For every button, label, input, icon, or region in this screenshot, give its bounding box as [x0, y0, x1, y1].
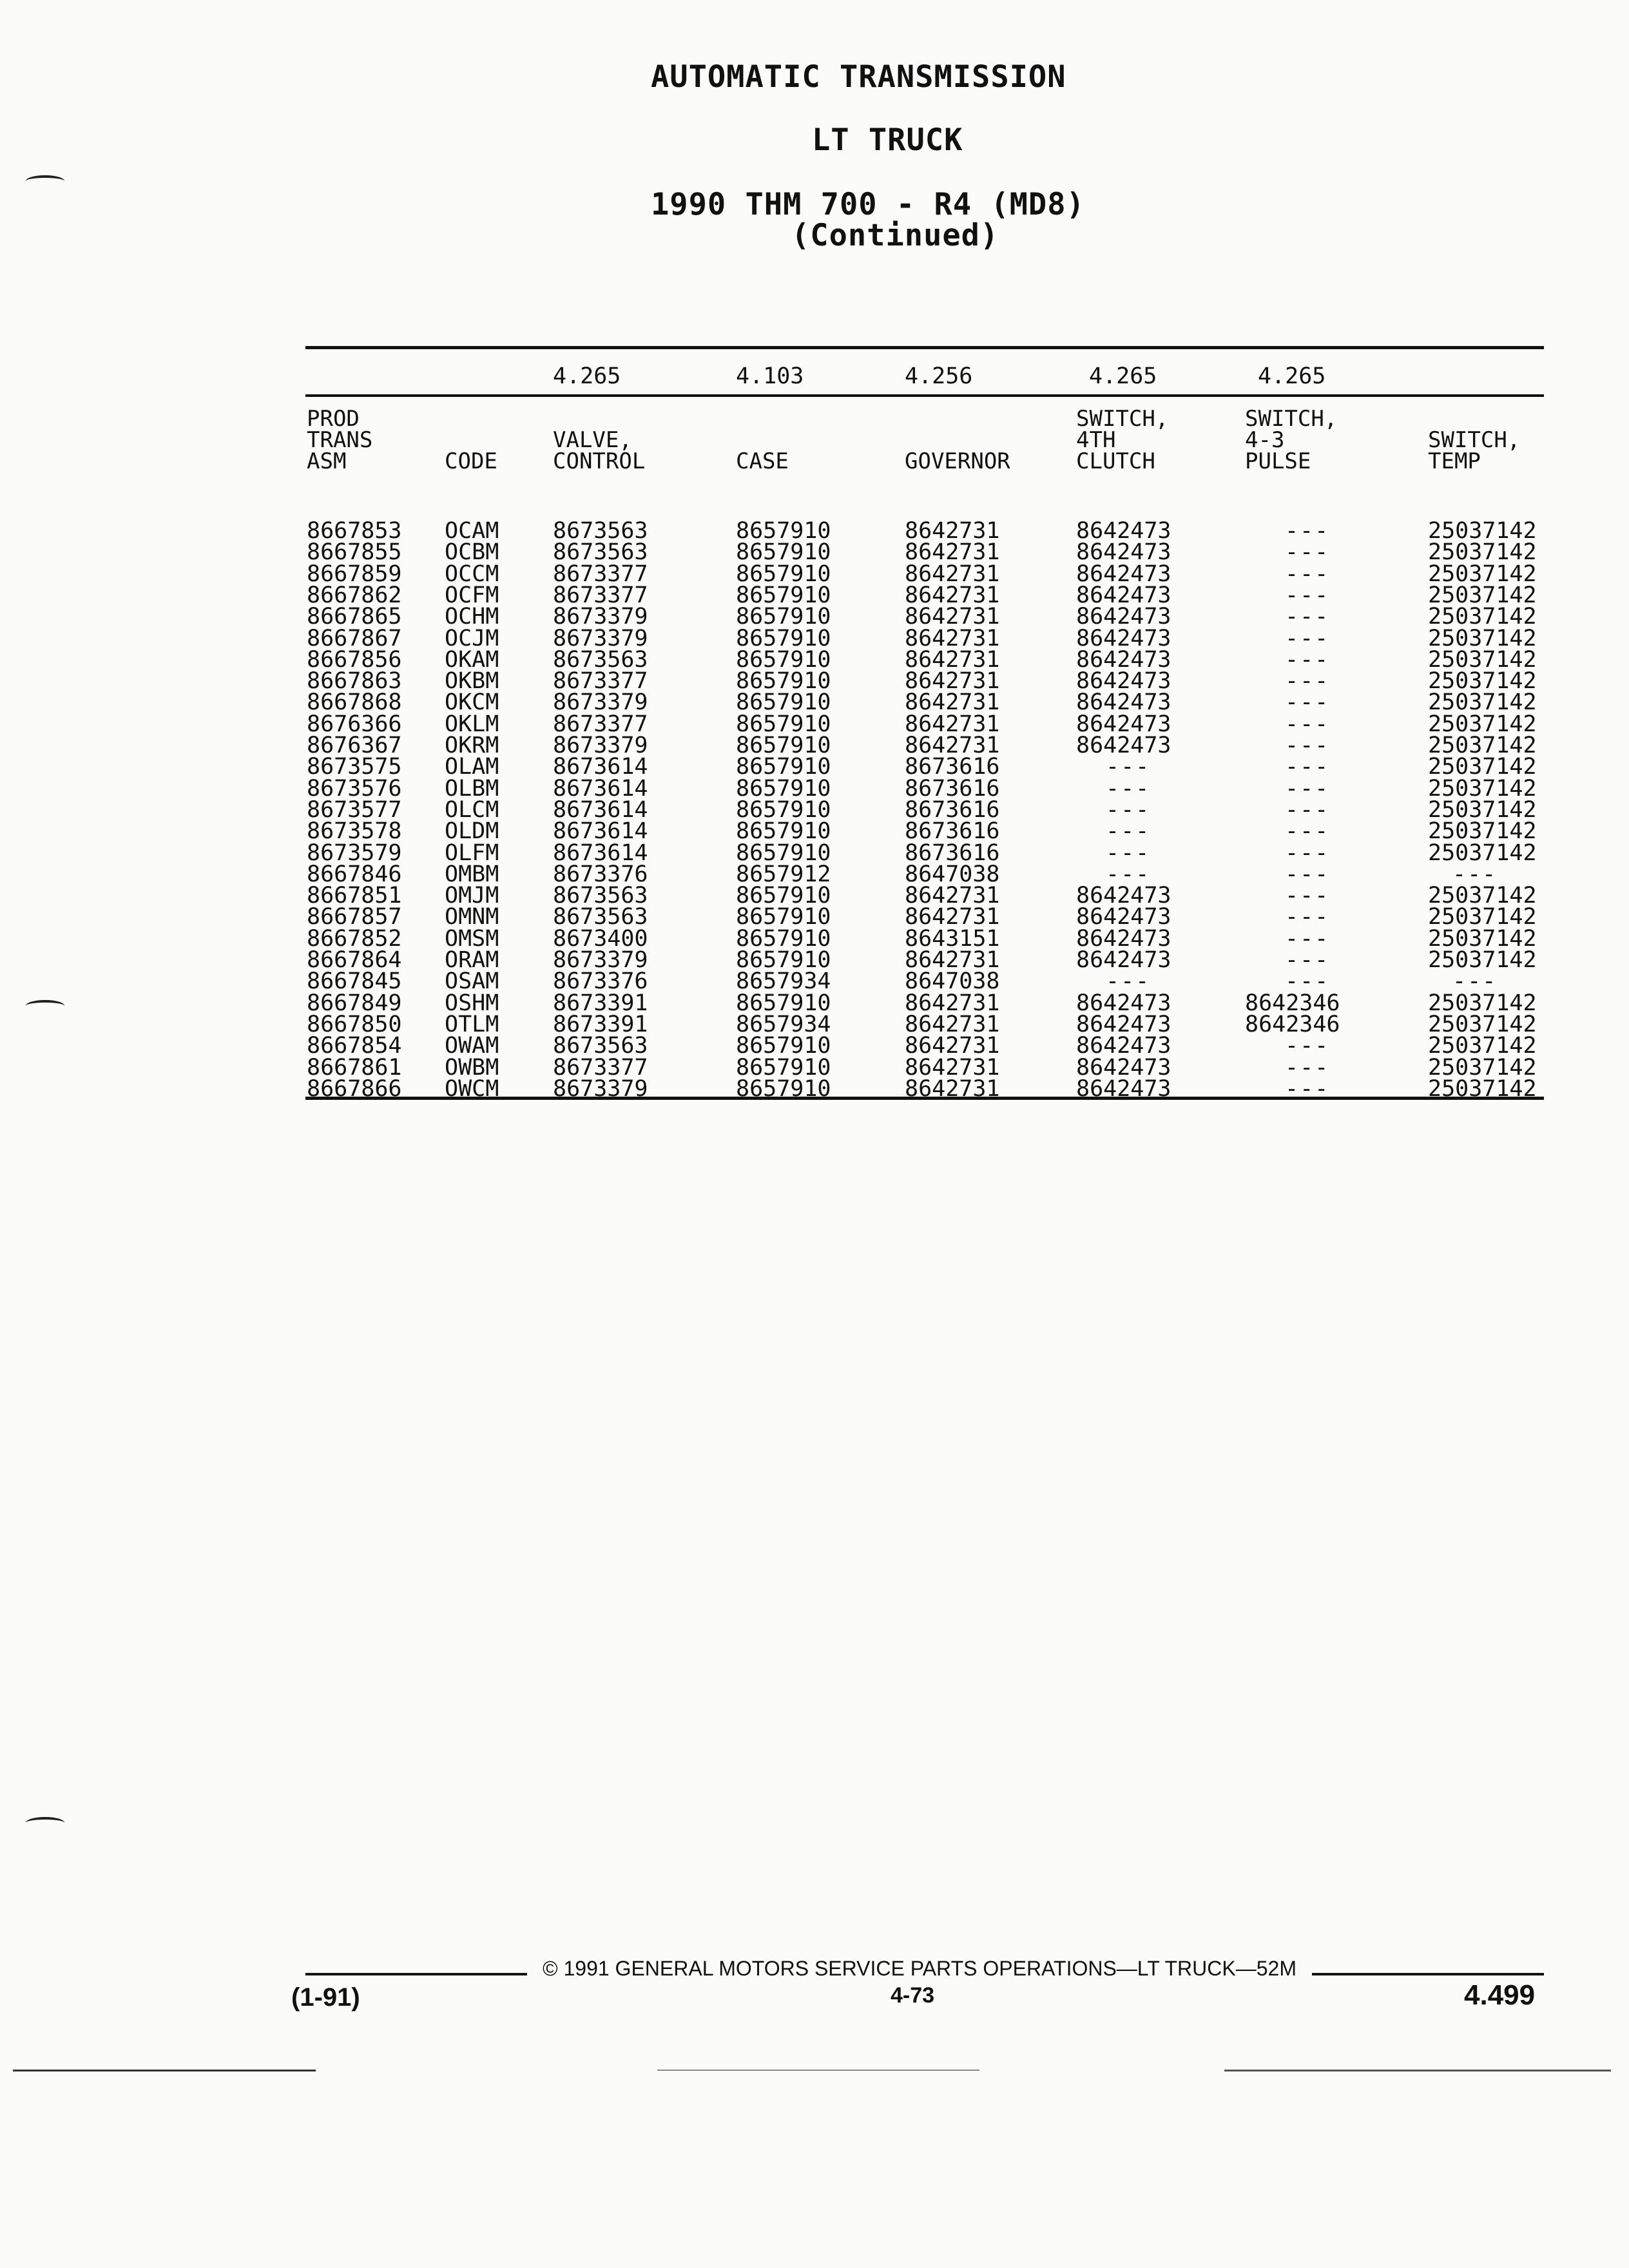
table-row-asm: 8667864 [307, 947, 402, 973]
page-title: AUTOMATIC TRANSMISSION [651, 59, 1066, 95]
table-cell: 8673391 [553, 1011, 648, 1037]
table-cell: --- [1285, 646, 1330, 673]
table-cell: 8673563 [553, 539, 648, 566]
table-cell: 8643151 [905, 925, 1000, 952]
table-cell: 8642473 [1076, 1054, 1171, 1081]
table-cell: 8657910 [736, 689, 831, 716]
table-cell: 25037142 [1428, 1054, 1537, 1081]
table-cell: --- [1106, 968, 1151, 995]
table-cell: OCHM [445, 604, 499, 630]
table-cell: 8642731 [905, 947, 1000, 973]
table-cell: OCAM [445, 518, 499, 544]
table-cell: --- [1285, 861, 1330, 887]
table-cell: OMNM [445, 904, 499, 930]
footer-date-code: (1-91) [291, 1983, 360, 2012]
table-cell: 8673379 [553, 733, 648, 758]
table-cell: --- [1452, 861, 1498, 887]
table-cell: OCCM [445, 561, 499, 587]
table-row-asm: 8667865 [307, 604, 402, 630]
table-row-asm: 8667854 [307, 1033, 402, 1059]
table-cell: --- [1106, 754, 1151, 780]
column-header: SWITCH, TEMP [1428, 427, 1521, 474]
table-cell: 8673614 [553, 775, 648, 802]
table-cell: --- [1285, 733, 1330, 758]
table-cell: OKAM [445, 646, 499, 673]
table-cell: 8642473 [1076, 604, 1171, 630]
table-cell: --- [1285, 1075, 1330, 1102]
table-cell: 8673377 [553, 582, 648, 608]
table-cell: 8673614 [553, 754, 648, 780]
table-cell: 8657910 [736, 646, 831, 673]
table-row-asm: 8667863 [307, 668, 402, 695]
table-row-asm: 8667868 [307, 689, 402, 716]
table-cell: 8657910 [736, 990, 831, 1016]
table-cell: 8642731 [905, 1033, 1000, 1059]
table-cell: 8642346 [1245, 990, 1340, 1016]
column-header: PROD TRANS ASM [307, 406, 373, 474]
table-cell: 8642731 [905, 625, 1000, 651]
table-cell: 8657910 [736, 733, 831, 758]
table-cell: 8642731 [905, 689, 1000, 716]
table-cell: ORAM [445, 947, 499, 973]
table-cell: 8642473 [1076, 711, 1171, 737]
table-cell: --- [1285, 561, 1330, 587]
table-cell: 25037142 [1428, 518, 1537, 544]
table-cell: 8657910 [736, 625, 831, 651]
table-cell: OWAM [445, 1033, 499, 1059]
table-cell: OMSM [445, 925, 499, 952]
table-cell: --- [1106, 796, 1151, 823]
table-cell: 8642731 [905, 883, 1000, 909]
table-cell: 8647038 [905, 968, 1000, 995]
table-cell: 8673616 [905, 818, 1000, 845]
table-cell: OCJM [445, 625, 499, 651]
table-cell: 8657910 [736, 711, 831, 737]
table-cell: 8642473 [1076, 561, 1171, 587]
table-cell: 8657910 [736, 925, 831, 952]
table-cell: 8673377 [553, 1054, 648, 1081]
table-cell: OLFM [445, 840, 499, 866]
table-cell: --- [1285, 668, 1330, 695]
table-cell: 8673379 [553, 604, 648, 630]
table-cell: --- [1106, 840, 1151, 866]
table-cell: 8642731 [905, 990, 1000, 1016]
table-cell: 8657910 [736, 539, 831, 566]
table-cell: 8642473 [1076, 646, 1171, 673]
page-subtitle: LT TRUCK [812, 122, 963, 158]
table-cell: 8673563 [553, 1033, 648, 1059]
table-cell: --- [1285, 925, 1330, 952]
table-cell: 8673614 [553, 840, 648, 866]
model-heading: 1990 THM 700 - R4 (MD8) [651, 187, 1085, 222]
table-cell: OMBM [445, 861, 499, 887]
table-cell: 8657910 [736, 604, 831, 630]
table-cell: 8657910 [736, 518, 831, 544]
table-cell: --- [1106, 861, 1151, 887]
table-cell: 8657912 [736, 861, 831, 887]
table-cell: OSAM [445, 968, 499, 995]
table-cell: 8642731 [905, 711, 1000, 737]
table-cell: 8642473 [1076, 518, 1171, 544]
table-row-asm: 8667853 [307, 518, 402, 544]
table-cell: 8642731 [905, 1011, 1000, 1037]
table-cell: 8642731 [905, 668, 1000, 695]
table-cell: 8642473 [1076, 582, 1171, 608]
table-cell: 8657910 [736, 818, 831, 845]
section-number: 4.265 [1089, 363, 1157, 389]
table-cell: 8673400 [553, 925, 648, 952]
table-cell: --- [1285, 604, 1330, 630]
table-cell: 8673563 [553, 883, 648, 909]
table-cell: 8642473 [1076, 1033, 1171, 1059]
column-header: CASE [736, 448, 789, 474]
table-cell: 8642473 [1076, 883, 1171, 909]
table-row-asm: 8667845 [307, 968, 402, 995]
table-cell: OLAM [445, 754, 499, 780]
table-cell: 25037142 [1428, 883, 1537, 909]
binder-hole-mark [26, 1000, 64, 1012]
table-row-asm: 8667855 [307, 539, 402, 566]
table-cell: --- [1285, 904, 1330, 930]
table-cell: --- [1106, 775, 1151, 802]
table-cell: 8657910 [736, 668, 831, 695]
table-cell: 25037142 [1428, 947, 1537, 973]
table-cell: OSHM [445, 990, 499, 1016]
table-cell: 8673616 [905, 796, 1000, 823]
table-row-asm: 8667866 [307, 1075, 402, 1102]
table-row-asm: 8667852 [307, 925, 402, 952]
table-cell: 8673376 [553, 968, 648, 995]
table-cell: 8657910 [736, 883, 831, 909]
table-cell: 8673377 [553, 711, 648, 737]
table-cell: OCFM [445, 582, 499, 608]
table-cell: 8642731 [905, 539, 1000, 566]
table-cell: 25037142 [1428, 1011, 1537, 1037]
table-cell: 8673614 [553, 796, 648, 823]
section-number-rule [305, 394, 1544, 397]
table-cell: 25037142 [1428, 818, 1537, 845]
table-cell: 8657910 [736, 775, 831, 802]
table-cell: 8642731 [905, 561, 1000, 587]
footer-copyright: © 1991 GENERAL MOTORS SERVICE PARTS OPERATIONS—LT TRUCK—52M [543, 1957, 1296, 1980]
column-header: VALVE, CONTROL [553, 427, 646, 474]
table-cell: OLCM [445, 796, 499, 823]
table-cell: --- [1285, 1033, 1330, 1059]
table-row-asm: 8667849 [307, 990, 402, 1016]
table-cell: --- [1106, 818, 1151, 845]
table-cell: 8673379 [553, 947, 648, 973]
table-row-asm: 8667857 [307, 904, 402, 930]
table-row-asm: 8667867 [307, 625, 402, 651]
table-cell: 8673379 [553, 625, 648, 651]
table-cell: 8673563 [553, 518, 648, 544]
table-cell: 8673391 [553, 990, 648, 1016]
table-cell: 25037142 [1428, 689, 1537, 716]
section-number: 4.256 [905, 363, 973, 389]
section-number: 4.265 [553, 363, 621, 389]
footer-page-section: 4-73 [891, 1983, 935, 2008]
table-cell: --- [1285, 518, 1330, 544]
column-header: SWITCH, 4-3 PULSE [1245, 406, 1338, 474]
table-cell: 25037142 [1428, 733, 1537, 758]
table-cell: 25037142 [1428, 604, 1537, 630]
table-row-asm: 8667862 [307, 582, 402, 608]
scan-edge-line [1224, 2070, 1611, 2071]
table-cell: 8642731 [905, 518, 1000, 544]
table-cell: --- [1285, 754, 1330, 780]
table-cell: OLBM [445, 775, 499, 802]
table-cell: 25037142 [1428, 711, 1537, 737]
table-top-rule [305, 346, 1544, 349]
table-cell: --- [1285, 796, 1330, 823]
table-cell: 8657910 [736, 1033, 831, 1059]
column-header: GOVERNOR [905, 448, 1010, 474]
table-cell: 8673377 [553, 668, 648, 695]
table-cell: 8673376 [553, 861, 648, 887]
column-header: SWITCH, 4TH CLUTCH [1076, 406, 1169, 474]
table-cell: 25037142 [1428, 561, 1537, 587]
table-cell: --- [1285, 968, 1330, 995]
table-cell: OLDM [445, 818, 499, 845]
table-cell: 8673616 [905, 754, 1000, 780]
table-cell: 25037142 [1428, 904, 1537, 930]
table-cell: 8673614 [553, 818, 648, 845]
table-cell: 8642731 [905, 646, 1000, 673]
table-cell: 25037142 [1428, 1075, 1537, 1102]
table-cell: --- [1285, 947, 1330, 973]
scan-edge-line [657, 2070, 979, 2071]
table-cell: 8642731 [905, 1075, 1000, 1102]
table-cell: 8642473 [1076, 947, 1171, 973]
table-cell: 8657910 [736, 904, 831, 930]
table-cell: OKBM [445, 668, 499, 695]
table-cell: 8642473 [1076, 668, 1171, 695]
continued-label: (Continued) [791, 218, 999, 253]
table-cell: 25037142 [1428, 668, 1537, 695]
table-cell: 8642473 [1076, 1075, 1171, 1102]
section-number: 4.265 [1258, 363, 1326, 389]
table-cell: 8657910 [736, 796, 831, 823]
table-cell: 25037142 [1428, 625, 1537, 651]
table-cell: OKLM [445, 711, 499, 737]
table-cell: 8642731 [905, 733, 1000, 758]
table-cell: --- [1285, 818, 1330, 845]
table-cell: --- [1285, 711, 1330, 737]
table-row-asm: 8673579 [307, 840, 402, 866]
table-row-asm: 8673577 [307, 796, 402, 823]
table-cell: OKRM [445, 733, 499, 758]
table-cell: --- [1285, 1054, 1330, 1081]
footer-page-number: 4.499 [1464, 1979, 1536, 2011]
table-cell: 8642473 [1076, 539, 1171, 566]
table-cell: 8657910 [736, 561, 831, 587]
section-number: 4.103 [736, 363, 804, 389]
table-cell: 8642731 [905, 1054, 1000, 1081]
table-cell: --- [1285, 582, 1330, 608]
table-cell: 8642473 [1076, 689, 1171, 716]
table-cell: 8642731 [905, 604, 1000, 630]
table-row-asm: 8667846 [307, 861, 402, 887]
table-cell: 8657910 [736, 582, 831, 608]
table-row-asm: 8673576 [307, 775, 402, 802]
table-cell: --- [1285, 840, 1330, 866]
table-cell: 8657910 [736, 1075, 831, 1102]
table-cell: 8657934 [736, 968, 831, 995]
table-row-asm: 8667851 [307, 883, 402, 909]
column-header: CODE [445, 448, 497, 474]
table-cell: OMJM [445, 883, 499, 909]
table-row-asm: 8676367 [307, 733, 402, 758]
table-cell: OKCM [445, 689, 499, 716]
table-cell: OCBM [445, 539, 499, 566]
table-cell: --- [1285, 883, 1330, 909]
table-cell: 25037142 [1428, 775, 1537, 802]
table-cell: 8673616 [905, 840, 1000, 866]
table-cell: 8647038 [905, 861, 1000, 887]
footer-rule-left [305, 1973, 527, 1975]
table-row-asm: 8676366 [307, 711, 402, 737]
table-cell: 8657934 [736, 1011, 831, 1037]
table-row-asm: 8673575 [307, 754, 402, 780]
table-row-asm: 8673578 [307, 818, 402, 845]
table-cell: --- [1285, 775, 1330, 802]
table-cell: 8673379 [553, 689, 648, 716]
table-cell: 25037142 [1428, 539, 1537, 566]
table-cell: 8673563 [553, 904, 648, 930]
table-cell: --- [1285, 689, 1330, 716]
table-cell: 25037142 [1428, 582, 1537, 608]
table-cell: 25037142 [1428, 1033, 1537, 1059]
table-cell: 25037142 [1428, 646, 1537, 673]
table-cell: 8642473 [1076, 925, 1171, 952]
table-cell: 8673377 [553, 561, 648, 587]
table-row-asm: 8667861 [307, 1054, 402, 1081]
table-cell: 25037142 [1428, 840, 1537, 866]
table-cell: --- [1285, 625, 1330, 651]
table-cell: 8657910 [736, 840, 831, 866]
table-cell: 25037142 [1428, 925, 1537, 952]
footer-rule-right [1312, 1973, 1544, 1975]
table-cell: 8673616 [905, 775, 1000, 802]
table-cell: 8673563 [553, 646, 648, 673]
table-cell: 8642731 [905, 904, 1000, 930]
table-cell: 8657910 [736, 754, 831, 780]
table-cell: 8642473 [1076, 1011, 1171, 1037]
table-cell: 8642473 [1076, 625, 1171, 651]
table-cell: 25037142 [1428, 754, 1537, 780]
table-cell: 25037142 [1428, 796, 1537, 823]
table-row-asm: 8667856 [307, 646, 402, 673]
table-cell: 8642473 [1076, 990, 1171, 1016]
table-cell: --- [1452, 968, 1498, 995]
table-row-asm: 8667859 [307, 561, 402, 587]
table-cell: 8657910 [736, 947, 831, 973]
table-cell: OTLM [445, 1011, 499, 1037]
table-cell: OWCM [445, 1075, 499, 1102]
table-cell: 25037142 [1428, 990, 1537, 1016]
table-cell: 8642473 [1076, 904, 1171, 930]
table-cell: 8642346 [1245, 1011, 1340, 1037]
binder-hole-mark [26, 1817, 64, 1829]
table-cell: 8642473 [1076, 733, 1171, 758]
table-row-asm: 8667850 [307, 1011, 402, 1037]
table-cell: OWBM [445, 1054, 499, 1081]
table-cell: 8673379 [553, 1075, 648, 1102]
table-cell: --- [1285, 539, 1330, 566]
binder-hole-mark [26, 175, 64, 187]
scan-edge-line [13, 2070, 316, 2071]
table-cell: 8642731 [905, 582, 1000, 608]
table-cell: 8657910 [736, 1054, 831, 1081]
